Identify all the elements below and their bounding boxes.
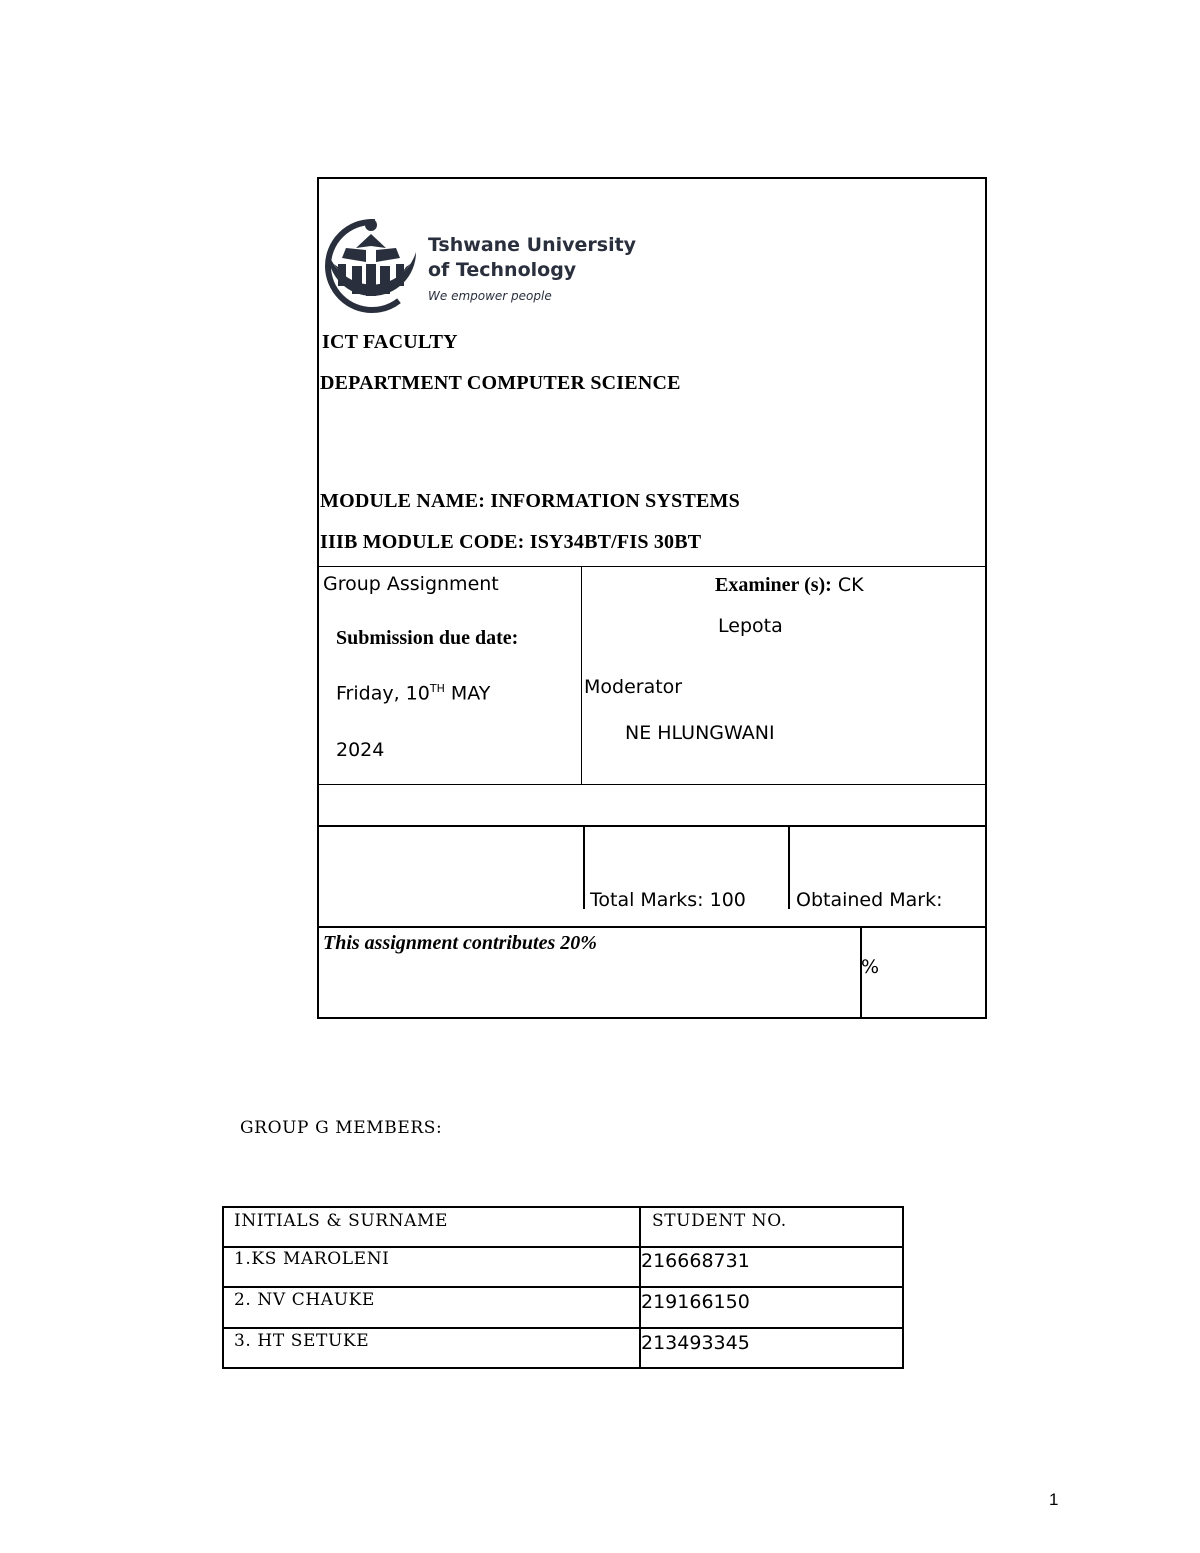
university-logo: [322, 214, 637, 314]
module-code-heading: IIIB MODULE CODE: ISY34BT/FIS 30BT: [320, 531, 702, 553]
member-student-no: 213493345: [641, 1332, 750, 1354]
faculty-heading: ICT FACULTY: [322, 331, 458, 353]
examiner-label: Examiner (s):: [715, 574, 832, 596]
divider-info-bottom: [317, 784, 987, 785]
university-emblem-icon: [322, 214, 422, 314]
member-student-no: 219166150: [641, 1291, 750, 1313]
due-year: 2024: [336, 739, 385, 761]
divider-contribution-top: [317, 926, 987, 928]
examiner-surname: Lepota: [718, 615, 783, 637]
divider-marks-2: [788, 825, 790, 909]
submission-label: Submission due date:: [336, 627, 519, 649]
members-header-student-no: STUDENT NO.: [652, 1211, 787, 1231]
percent-sign: %: [861, 956, 880, 978]
examiner-initials: CK: [831, 574, 864, 596]
assignment-type: Group Assignment: [323, 573, 499, 595]
moderator-name: NE HLUNGWANI: [625, 722, 775, 744]
logo-tagline: We empower people: [428, 289, 552, 303]
examiner: [715, 575, 864, 595]
module-name-heading: MODULE NAME: INFORMATION SYSTEMS: [320, 490, 740, 512]
due-date-suffix: TH: [429, 682, 445, 695]
members-table-row-divider: [222, 1327, 904, 1329]
divider-marks-1: [583, 825, 585, 909]
member-name: 1.KS MAROLENI: [234, 1249, 390, 1269]
due-date-day: Friday, 10: [336, 682, 430, 705]
member-student-no: 216668731: [641, 1250, 750, 1272]
group-members-title: GROUP G MEMBERS:: [240, 1118, 443, 1138]
divider-info-top: [317, 566, 987, 567]
members-table-row-divider: [222, 1286, 904, 1288]
contribution-note: This assignment contributes 20%: [323, 932, 597, 954]
due-date: [336, 683, 490, 703]
obtained-mark: Obtained Mark:: [796, 889, 943, 911]
due-date-month: MAY: [444, 682, 491, 705]
total-marks: Total Marks: 100: [590, 889, 746, 911]
members-table-row-divider: [222, 1246, 904, 1248]
divider-info-middle: [581, 566, 582, 785]
member-name: 2. NV CHAUKE: [234, 1290, 375, 1310]
logo-text-line1: Tshwane University: [428, 234, 637, 256]
logo-text-line2: of Technology: [428, 259, 577, 281]
department-heading: DEPARTMENT COMPUTER SCIENCE: [320, 372, 681, 394]
divider-marks-top: [317, 825, 987, 827]
moderator-label: Moderator: [584, 676, 683, 698]
members-header-name: INITIALS & SURNAME: [234, 1211, 449, 1231]
member-name: 3. HT SETUKE: [234, 1331, 370, 1351]
page-number: 1: [1049, 1490, 1059, 1509]
